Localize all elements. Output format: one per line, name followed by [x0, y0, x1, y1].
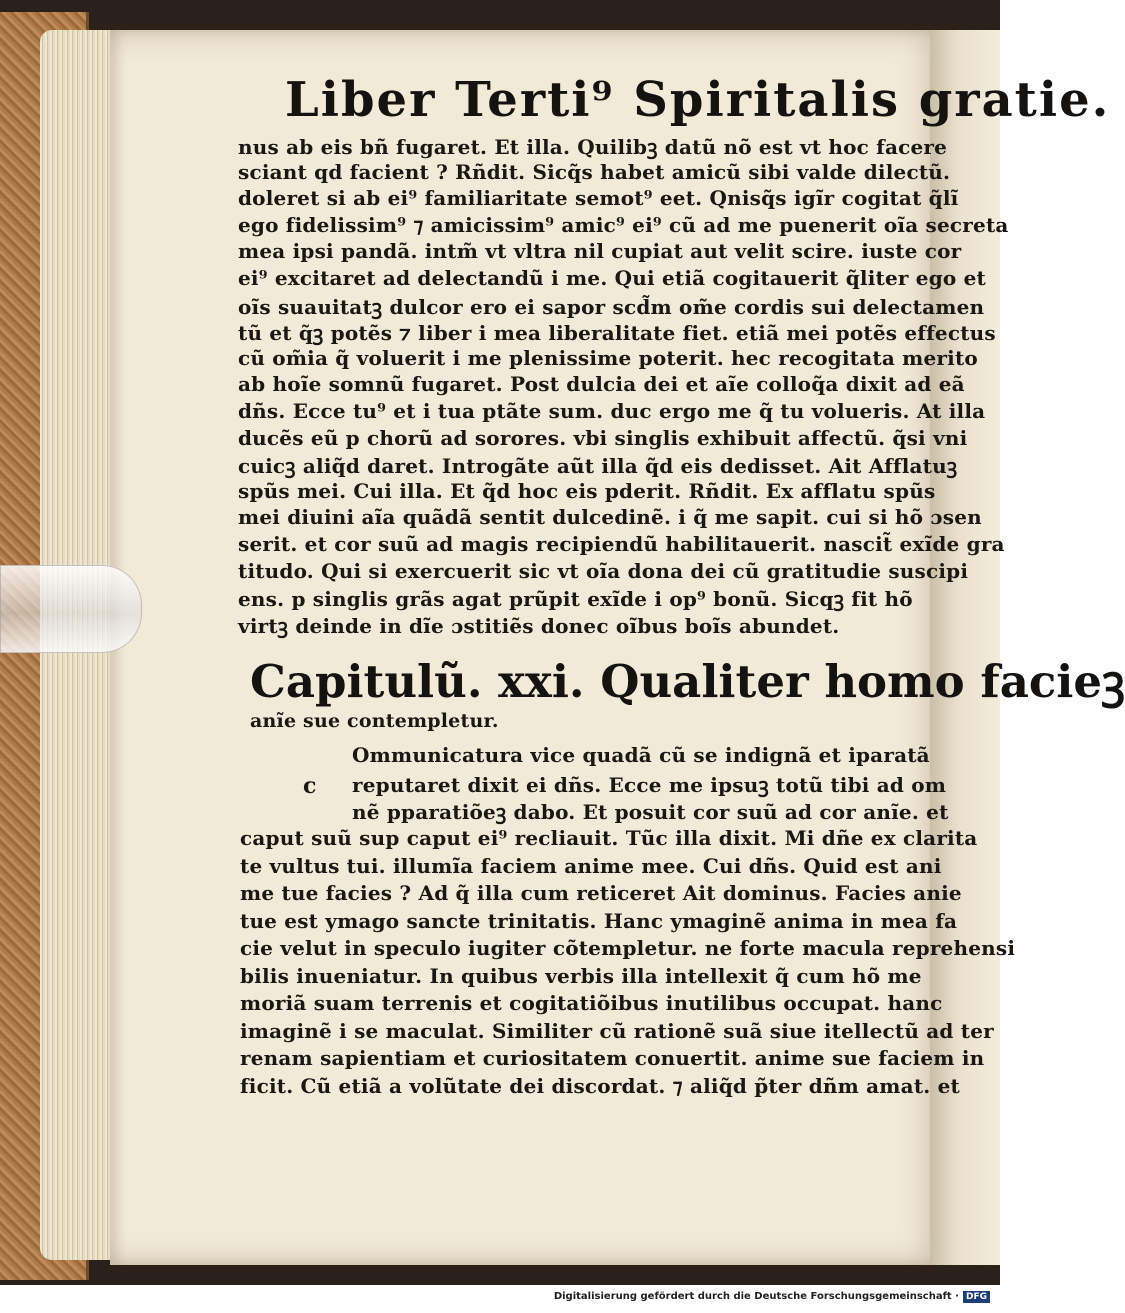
text-line: ducẽs eũ p chorũ ad sorores. vbi singlis exhibuit affectũ. q̃si vni: [238, 425, 968, 450]
text-line: ens. p singlis grãs agat prũpit exĩde i op⁹ bonũ. Sicqꝫ fit hõ: [238, 587, 913, 612]
text-line: serit. et cor suũ ad magis recipiendũ habilitauerit. nascit̃ exĩde gra: [238, 532, 1005, 556]
text-line: sciant qd facient ? Rñdit. Sicq̃s habet amicũ sibi valde dilectũ.: [238, 159, 951, 184]
text-line: te vultus tui. illumĩa faciem anime mee. Cui dñs. Quid est ani: [240, 853, 942, 878]
text-line: imaginẽ i se maculat. Similiter cũ rationẽ suã siue itellectũ ad ter: [240, 1018, 994, 1043]
text-line: me tue facies ? Ad q̃ illa cum reticeret Ait dominus. Facies anie: [240, 881, 962, 905]
page-clamp: [0, 565, 142, 653]
text-line: cuicꝫ aliq̃d daret. Introgãte aũt illa q̃d eis dedisset. Ait Afflatuꝫ: [238, 454, 958, 479]
text-line: nẽ pparatiõeꝫ dabo. Et posuit cor suũ ad cor anĩe. et: [352, 800, 949, 824]
text-line: tue est ymago sancte trinitatis. Hanc ymaginẽ anima in mea fa: [240, 908, 958, 933]
running-heading: Liber Terti⁹ Spiritalis gratie.: [285, 72, 1111, 128]
text-line: reputaret dixit ei dñs. Ecce me ipsuꝫ totũ tibi ad om: [352, 772, 947, 797]
text-line: moriã suam terrenis et cogitatiõibus inutilibus occupat. hanc: [240, 991, 943, 1015]
dfg-logo: DFG: [963, 1291, 990, 1303]
text-line: cũ om̃ia q̃ voluerit i me plenissime poterit. hec recogitata merito: [238, 345, 978, 370]
text-line: ego fidelissim⁹ ⁊ amicissim⁹ amic⁹ ei⁹ cũ ad me puenerit oĩa secreta: [238, 212, 1009, 237]
text-line: virtꝫ deinde in dĩe ɔstitiẽs donec oĩbus boĩs abundet.: [238, 613, 840, 638]
text-line: spũs mei. Cui illa. Et q̃d hoc eis pderit. Rñdit. Ex afflatu spũs: [238, 478, 936, 503]
text-line: renam sapientiam et curiositatem conuertit. anime sue faciem in: [240, 1046, 985, 1070]
chapter-subtitle: anĩe sue contempletur.: [250, 710, 499, 732]
text-line: doleret si ab ei⁹ familiaritate semot⁹ eet. Qnisq̃s igĩr cogitat q̃lĩ: [238, 186, 959, 211]
text-line: nus ab eis bñ fugaret. Et illa. Quilibꝫ datũ nõ est vt hoc facere: [238, 135, 948, 159]
text-line: ficit. Cũ etiã a volũtate dei discordat. ⁊ aliq̃d p̃ter dñm amat. et: [240, 1073, 960, 1098]
text-line: caput suũ sup caput ei⁹ recliauit. Tũc illa dixit. Mi dñe ex clarita: [240, 826, 978, 850]
text-line: titudo. Qui si exercuerit sic vt oĩa dona dei cũ gratitudie suscipi: [238, 558, 969, 583]
text-line: mei diuini aĩa quãdã sentit dulcedinẽ. i q̃ me sapit. cui si hõ ɔsen: [238, 505, 982, 530]
text-line: tũ et q̃ꝫ potẽs ⁊ liber i mea liberalitate fiet. etiã mei potẽs effectus: [238, 321, 996, 346]
footer-credit: [0, 1291, 990, 1311]
footer-text: Digitalisierung gefördert durch die Deutsche Forschungsgemeinschaft ·: [553, 1291, 959, 1302]
text-line: dñs. Ecce tu⁹ et i tua ptãte sum. duc ergo me q̃ tu volueris. At illa: [238, 399, 986, 423]
text-line: oĩs suauitatꝫ dulcor ero ei sapor scd̃m om̃e cordis sui delectamen: [238, 294, 985, 319]
text-line: bilis inueniatur. In quibus verbis illa intellexit q̃ cum hõ me: [240, 963, 922, 988]
text-line: Ommunicatura vice quadã cũ se indignã et iparatã: [352, 743, 930, 767]
text-line: ei⁹ excitaret ad delectandũ i me. Qui etiã cogitauerit q̃liter ego et: [238, 266, 986, 290]
text-line: ab hoĩe somnũ fugaret. Post dulcia dei et aĩe colloq̃a dixit ad eã: [238, 372, 965, 397]
chapter-title: Capitulũ. xxi. Qualiter homo facieꝫ: [250, 655, 1125, 708]
marginal-initial: c: [303, 773, 317, 799]
text-line: cie velut in speculo iugiter cõtempletur. ne forte macula reprehensi: [240, 936, 1016, 960]
text-line: mea ipsi pandã. intm̃ vt vltra nil cupiat aut velit scire. iuste cor: [238, 239, 962, 264]
